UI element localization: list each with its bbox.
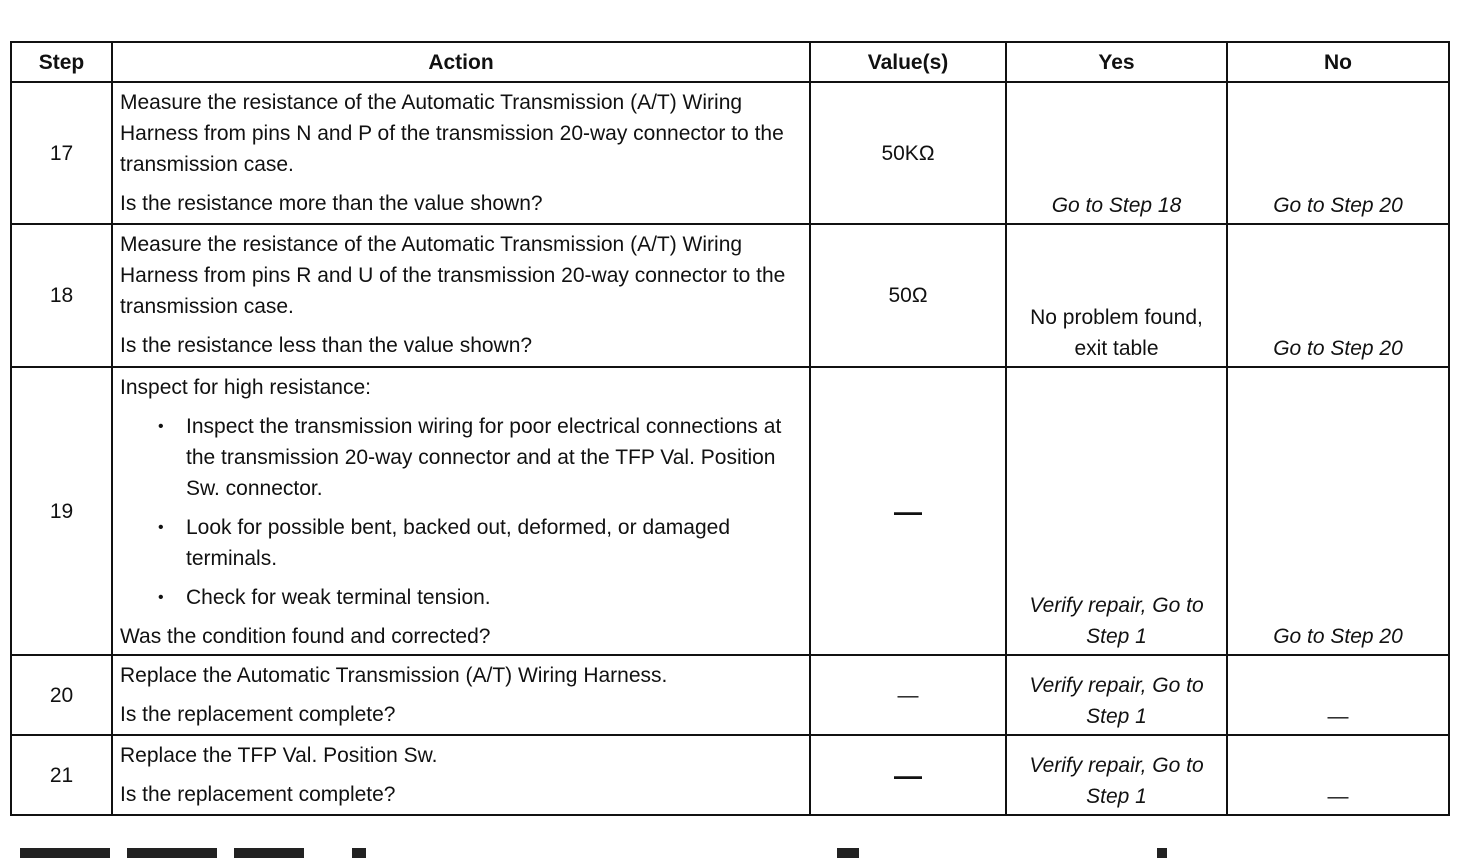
- no-cell: —: [1227, 735, 1449, 815]
- step-number: 19: [11, 367, 112, 655]
- action-text: Replace the TFP Val. Position Sw.: [120, 744, 438, 767]
- value-cell: —: [810, 655, 1006, 735]
- value-cell: 50KΩ: [810, 82, 1006, 224]
- cropped-text-fragment: [12, 840, 1452, 858]
- yes-cell: Verify repair, Go to Step 1: [1006, 367, 1227, 655]
- no-cell: Go to Step 20: [1227, 82, 1449, 224]
- action-question: Is the resistance more than the value shown?: [120, 192, 543, 215]
- table-row-step-20: [11, 655, 1449, 735]
- action-bullet: • Check for weak terminal tension.: [158, 582, 803, 613]
- header-yes: Yes: [1006, 42, 1227, 82]
- value-cell: —: [810, 367, 1006, 655]
- value-cell: —: [810, 735, 1006, 815]
- action-bullet: • Inspect the transmission wiring for poor electrical connections at the transmission 20-way connector and at the TFP Val. Position Sw. connector.: [158, 411, 803, 504]
- action-cell: [112, 735, 810, 815]
- table-row-step-21: [11, 735, 1449, 815]
- action-question: Was the condition found and corrected?: [120, 625, 491, 648]
- header-row: [11, 42, 1449, 82]
- step-number: 18: [11, 224, 112, 367]
- action-cell: [112, 224, 810, 367]
- step-number: 17: [11, 82, 112, 224]
- header-step: Step: [11, 42, 112, 82]
- action-cell: [112, 655, 810, 735]
- action-intro: Inspect for high resistance:: [120, 376, 371, 399]
- no-cell: Go to Step 20: [1227, 367, 1449, 655]
- table-row-step-19: [11, 367, 1449, 655]
- action-cell: [112, 367, 810, 655]
- cropped-text-marks: [12, 840, 1452, 858]
- header-action: Action: [112, 42, 810, 82]
- action-bullet-list: [158, 411, 803, 613]
- action-cell: [112, 82, 810, 224]
- step-number: 21: [11, 735, 112, 815]
- action-text: Replace the Automatic Transmission (A/T) Wiring Harness.: [120, 664, 668, 687]
- step-number: 20: [11, 655, 112, 735]
- value-cell: 50Ω: [810, 224, 1006, 367]
- action-text: Measure the resistance of the Automatic Transmission (A/T) Wiring Harness from pins N and P of the transmission 20-way connector to the transmission case.: [120, 91, 784, 176]
- no-cell: Go to Step 20: [1227, 224, 1449, 367]
- yes-cell: Go to Step 18: [1006, 82, 1227, 224]
- action-text: Measure the resistance of the Automatic Transmission (A/T) Wiring Harness from pins R and U of the transmission 20-way connector to the transmission case.: [120, 233, 786, 318]
- header-no: No: [1227, 42, 1449, 82]
- header-values: Value(s): [810, 42, 1006, 82]
- no-cell: —: [1227, 655, 1449, 735]
- yes-cell: Verify repair, Go to Step 1: [1006, 735, 1227, 815]
- action-question: Is the replacement complete?: [120, 783, 396, 806]
- action-question: Is the resistance less than the value shown?: [120, 334, 533, 357]
- table-row-step-18: [11, 224, 1449, 367]
- yes-cell: No problem found, exit table: [1006, 224, 1227, 367]
- action-question: Is the replacement complete?: [120, 703, 396, 726]
- diagnostic-table: [10, 41, 1450, 816]
- yes-cell: Verify repair, Go to Step 1: [1006, 655, 1227, 735]
- action-bullet: • Look for possible bent, backed out, deformed, or damaged terminals.: [158, 512, 803, 574]
- table-row-step-17: [11, 82, 1449, 224]
